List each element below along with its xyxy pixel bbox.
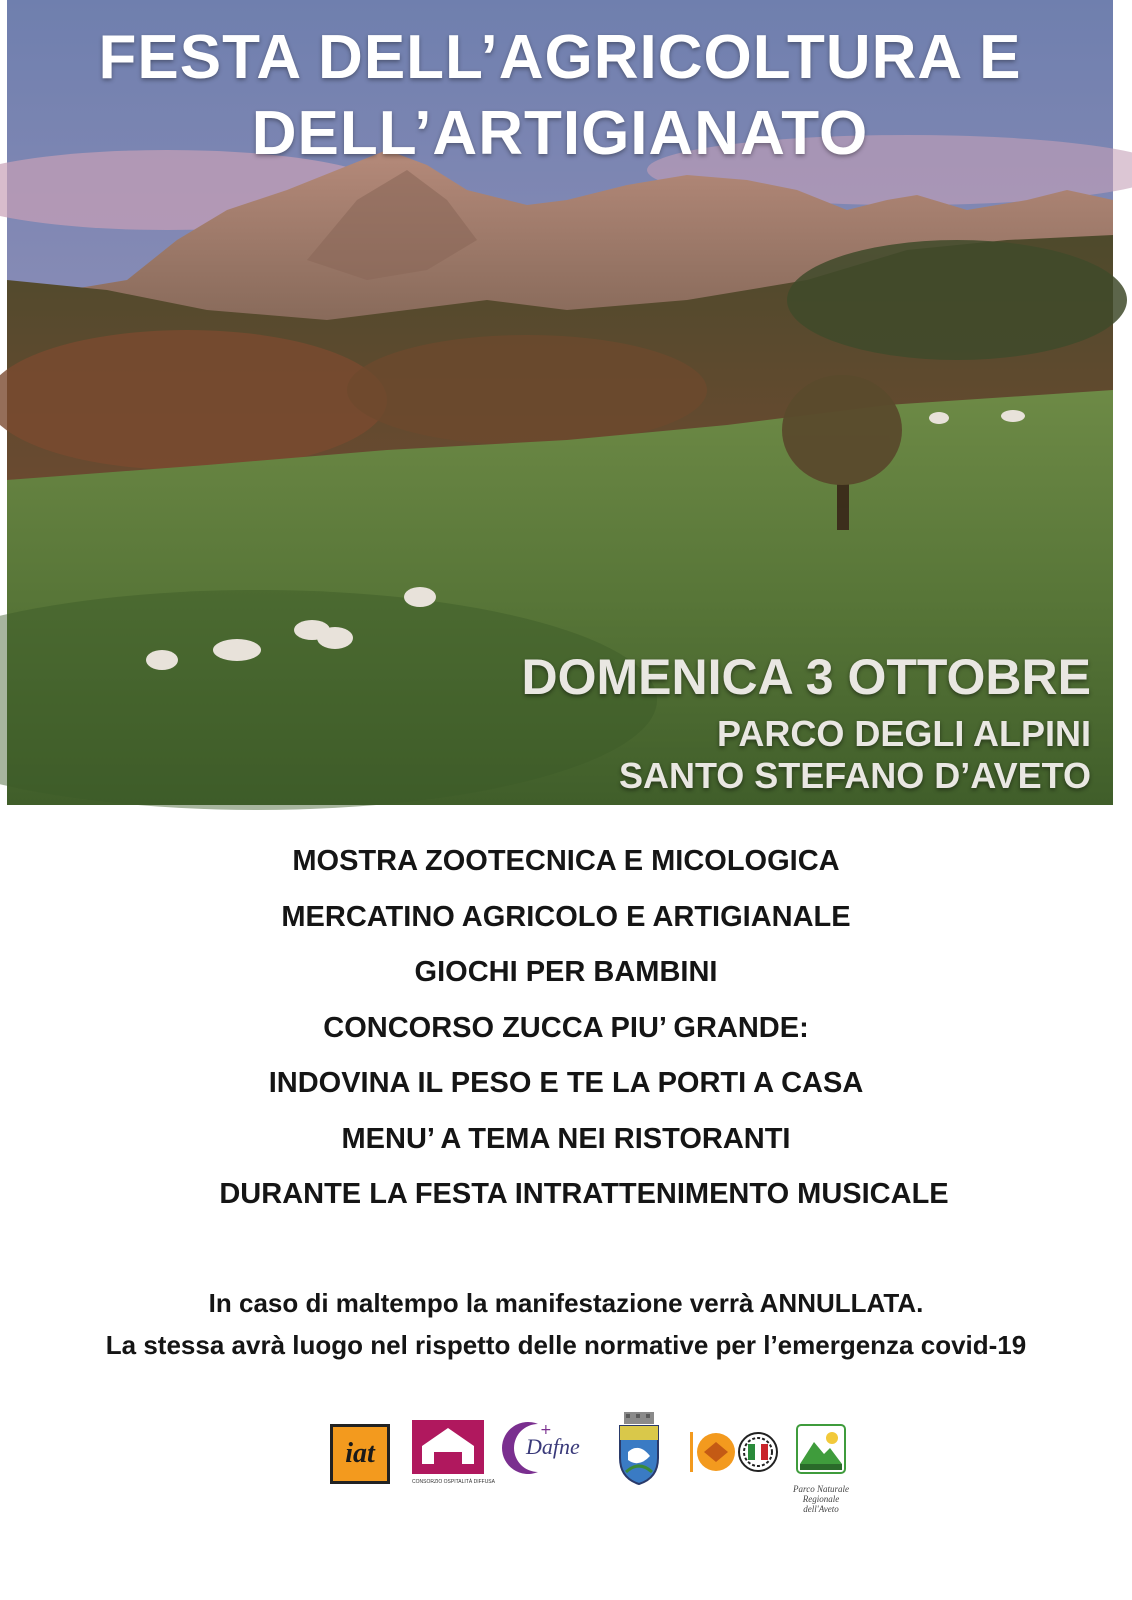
dafne-text: Dafne <box>526 1434 580 1459</box>
parco-caption-line-3: dell'Aveto <box>803 1504 839 1514</box>
mountain-icon <box>796 1424 846 1474</box>
parco-aveto-logo <box>796 1424 846 1476</box>
program-item: MOSTRA ZOOTECNICA E MICOLOGICA <box>292 845 840 877</box>
svg-text:+: + <box>540 1422 552 1438</box>
covid-notice: La stessa avrà luogo nel rispetto delle normative per l’emergenza covid-19 <box>105 1330 1027 1360</box>
parco-caption-line-2: Regionale <box>802 1494 840 1504</box>
tree-cluster <box>347 335 707 445</box>
program-list <box>0 834 1132 1223</box>
program-item: DURANTE LA FESTA INTRATTENIMENTO MUSICALE <box>219 1178 949 1210</box>
orange-bar <box>690 1432 693 1472</box>
consorzio-caption: CONSORZIO OSPITALITÀ DIFFUSA <box>412 1479 495 1485</box>
program-item: INDOVINA IL PESO E TE LA PORTI A CASA <box>268 1067 864 1099</box>
event-venue: PARCO DEGLI ALPINI <box>716 713 1091 754</box>
consorzio-logo <box>412 1420 495 1490</box>
event-title-line-2: DELL’ARTIGIANATO <box>251 99 869 168</box>
event-title-line-1: FESTA DELL’AGRICOLTURA E <box>98 23 1022 92</box>
hero-landscape-photo <box>7 0 1113 805</box>
tree-cluster <box>787 240 1127 360</box>
coat-of-arms-icon <box>616 1412 662 1488</box>
program-item: GIOCHI PER BAMBINI <box>414 956 718 988</box>
orange-badge-icon <box>696 1432 736 1472</box>
iat-logo <box>330 1424 390 1484</box>
house-icon <box>412 1420 484 1474</box>
program-item: MENU’ A TEMA NEI RISTORANTI <box>341 1122 791 1155</box>
tree-cluster <box>0 330 387 470</box>
sponsor-logos <box>0 1422 1132 1590</box>
program-item: MERCATINO AGRICOLO E ARTIGIANALE <box>281 900 851 933</box>
italy-flag-badge-icon <box>738 1432 778 1472</box>
badge-logo-group <box>690 1428 782 1476</box>
municipal-coat-of-arms-logo <box>616 1412 662 1488</box>
program-item: CONCORSO ZUCCA PIU’ GRANDE: <box>323 1011 809 1044</box>
iat-logo-text: iat <box>345 1438 375 1469</box>
weather-notice: In caso di maltempo la manifestazione verrà ANNULLATA. <box>208 1288 924 1318</box>
parco-caption-line-1: Parco Naturale <box>793 1484 849 1494</box>
event-town: SANTO STEFANO D’AVETO <box>618 755 1091 796</box>
event-date: DOMENICA 3 OTTOBRE <box>521 649 1091 705</box>
dafne-logo <box>504 1418 596 1484</box>
